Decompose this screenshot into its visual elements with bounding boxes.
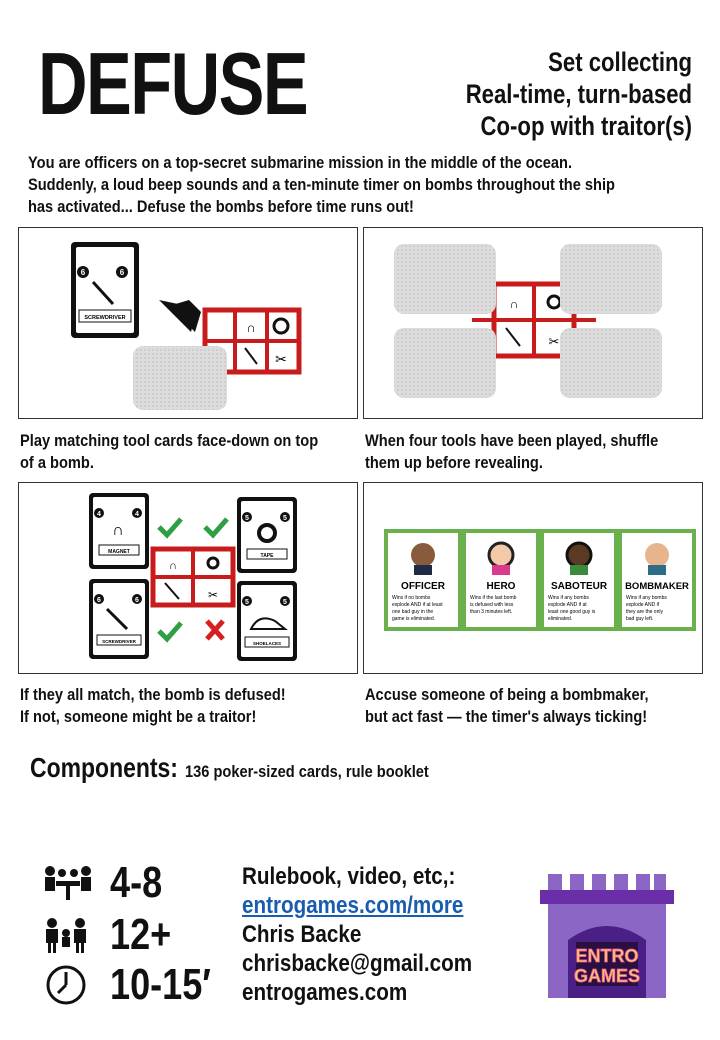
author-name: Chris Backe	[242, 921, 362, 948]
scissors-icon: ✂	[207, 588, 219, 602]
stat-age	[40, 910, 185, 960]
roles-illustration	[364, 483, 702, 673]
cross-icon	[207, 621, 223, 639]
intro-paragraph	[28, 152, 720, 218]
role-name: BOMBMAKER	[625, 581, 689, 592]
intro-line: Suddenly, a loud beep sounds and a ten-minute timer on bombs throughout the ship	[28, 175, 615, 194]
card-number: 4	[135, 511, 139, 518]
caption-roles	[365, 684, 695, 728]
check-icon	[159, 519, 181, 535]
intro-line: You are officers on a top-secret submarine mission in the middle of the ocean.	[28, 153, 573, 172]
card-number: 6	[80, 268, 86, 277]
logo-text: GAMES	[573, 966, 641, 986]
players-value: 4-8	[110, 858, 163, 907]
scissors-icon: ✂	[548, 334, 560, 349]
bombmaker-avatar	[645, 543, 669, 567]
magnet-card	[89, 493, 149, 569]
website: entrogames.com	[242, 979, 408, 1006]
caption-play-cards	[20, 430, 367, 474]
role-desc: Wins if any bombs	[626, 595, 667, 601]
tag-item: Set collecting	[548, 47, 692, 77]
card-number: 5	[245, 515, 249, 522]
entro-games-logo	[540, 868, 674, 1002]
officer-avatar	[411, 543, 435, 567]
bomb-grid	[153, 549, 233, 605]
magnet-icon: ∩	[169, 560, 177, 572]
panel-roles	[363, 482, 703, 674]
role-card-officer	[386, 531, 460, 629]
info-block	[242, 862, 510, 1007]
panel-play-cards	[18, 227, 358, 419]
logo-text: ENTRO	[575, 946, 639, 966]
tape-card	[237, 497, 297, 573]
card-label: SHOELACES	[252, 641, 282, 646]
role-desc: is defused with less	[470, 602, 514, 608]
check-icon	[159, 623, 181, 639]
panel-shuffle	[363, 227, 703, 419]
time-value: 10-15′	[110, 960, 211, 1009]
card-label: MAGNET	[108, 549, 130, 555]
card-number: 6	[97, 597, 101, 604]
role-card-hero	[464, 531, 538, 629]
caption-line: of a bomb.	[20, 453, 94, 472]
caption-shuffle	[365, 430, 706, 474]
role-desc: game is eliminated.	[392, 616, 436, 622]
players-icon	[40, 863, 96, 903]
facedown-card	[560, 328, 662, 398]
role-desc: explode AND if at	[548, 602, 587, 608]
caption-line: them up before revealing.	[365, 453, 543, 472]
stat-players	[40, 858, 174, 908]
caption-reveal	[20, 684, 329, 728]
age-icon	[40, 915, 96, 955]
age-value: 12+	[110, 910, 172, 959]
facedown-card	[560, 244, 662, 314]
components-line	[30, 752, 468, 784]
screwdriver-card	[89, 579, 149, 659]
facedown-card	[133, 346, 227, 410]
caption-line: If they all match, the bomb is defused!	[20, 685, 286, 704]
rulebook-label: Rulebook, video, etc,:	[242, 863, 456, 890]
magnet-icon: ∩	[509, 297, 519, 311]
role-name: OFFICER	[401, 581, 445, 592]
role-desc: least one good guy is	[548, 609, 596, 615]
role-desc: explode AND if	[626, 602, 660, 608]
rulebook-link[interactable]: entrogames.com/more	[242, 892, 464, 919]
game-title: DEFUSE	[38, 34, 308, 133]
card-label: SCREWDRIVER	[102, 639, 136, 644]
components-text: 136 poker-sized cards, rule booklet	[184, 762, 429, 781]
caption-line: but act fast — the timer's always ticking!	[365, 707, 648, 726]
role-desc: bad guy left.	[626, 616, 654, 622]
role-desc: eliminated.	[548, 616, 573, 622]
role-desc: one bad guy in the	[392, 609, 434, 615]
clock-icon	[40, 963, 96, 1007]
magnet-icon: ∩	[112, 522, 124, 539]
author-email: chrisbacke@gmail.com	[242, 950, 473, 977]
intro-line: has activated... Defuse the bombs before time runs out!	[28, 197, 414, 216]
card-number: 6	[119, 268, 125, 277]
role-desc: they are the only	[626, 609, 663, 615]
stat-time	[40, 960, 233, 1010]
role-desc: Wins if any bombs	[548, 595, 589, 601]
caption-line: If not, someone might be a traitor!	[20, 707, 257, 726]
card-number: 5	[283, 599, 287, 606]
tag-item: Real-time, turn-based	[465, 79, 692, 109]
shoelaces-card	[237, 581, 297, 661]
card-number: 5	[245, 599, 249, 606]
card-number: 6	[135, 597, 139, 604]
role-desc: Wins if no bombs	[392, 595, 431, 601]
caption-line: Accuse someone of being a bombmaker,	[365, 685, 649, 704]
card-label: SCREWDRIVER	[84, 315, 126, 321]
card-number: 4	[97, 511, 101, 518]
caption-line: When four tools have been played, shuffle	[365, 431, 659, 450]
magnet-icon: ∩	[246, 320, 256, 335]
role-desc: Wins if the last bomb	[470, 595, 517, 601]
role-name: SABOTEUR	[550, 581, 608, 592]
reveal-illustration	[19, 483, 357, 673]
role-card-saboteur	[542, 531, 616, 629]
facedown-card	[394, 328, 496, 398]
facedown-card	[394, 244, 496, 314]
components-label: Components:	[30, 752, 178, 783]
check-icon	[205, 519, 227, 535]
scissors-icon: ✂	[275, 351, 287, 367]
role-card-bombmaker	[620, 531, 694, 629]
screwdriver-card	[71, 242, 139, 338]
genre-tags	[416, 46, 692, 142]
caption-line: Play matching tool cards face-down on top	[20, 431, 319, 450]
play-cards-illustration	[19, 228, 357, 418]
card-number: 5	[283, 515, 287, 522]
role-name: HERO	[486, 581, 516, 592]
shuffle-illustration	[364, 228, 702, 418]
role-desc: explode AND if at least	[392, 602, 443, 608]
role-desc: than 3 minutes left.	[470, 609, 513, 615]
card-label: TAPE	[260, 553, 274, 559]
hero-avatar	[489, 543, 513, 567]
panel-reveal	[18, 482, 358, 674]
tag-item: Co-op with traitor(s)	[480, 111, 692, 141]
saboteur-avatar	[567, 543, 591, 567]
